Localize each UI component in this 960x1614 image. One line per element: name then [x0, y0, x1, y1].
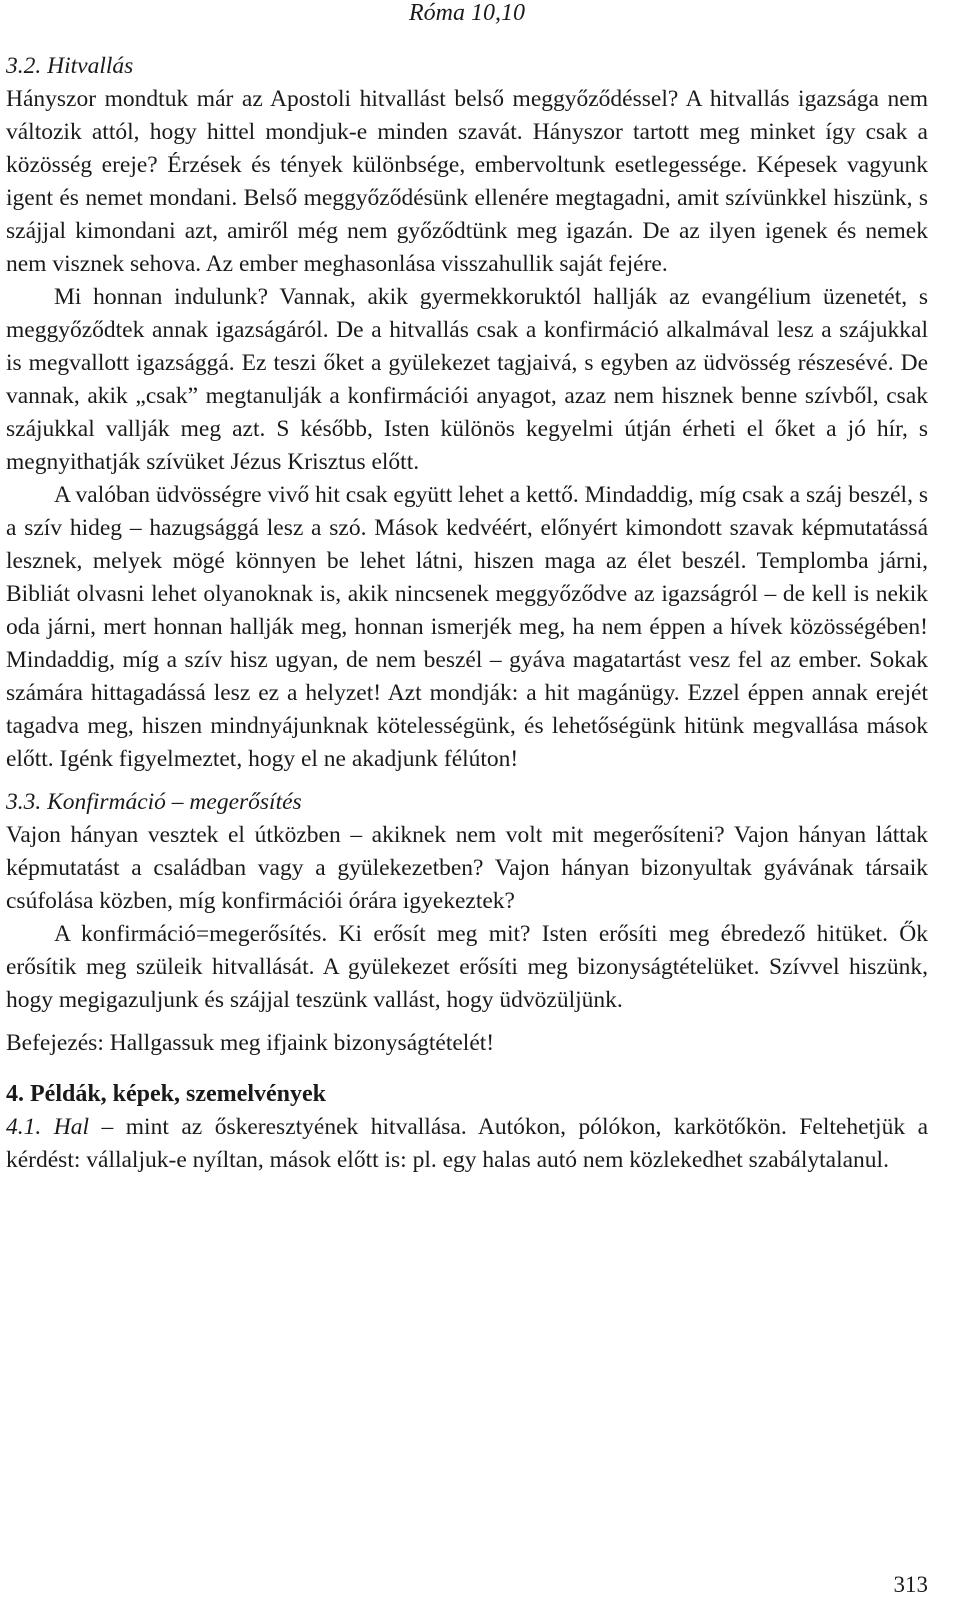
section-3-2-paragraph-3: A valóban üdvösségre vivő hit csak együtt lehet a kettő. Mindaddig, míg csak a száj beszél, s a szív hideg – hazugsággá lesz a szó. Mások kedvéért, előnyért kimondott szavak képmutatássá lesznek, melyek mögé könnyen be lehet látni, hiszen maga az élet beszél. Templomba járni, Bibliát olvasni lehet olyanoknak is, akik nincsenek meggyőződve az igazságról – de kell is nekik oda járni, mert honnan hallják meg, honnan ismerjék meg, ha nem éppen a hívek közösségében! Mindaddig, míg a szív hisz ugyan, de nem beszél – gyáva magatartást vesz fel az ember. Sokak számára hittagadássá lesz ez a helyzet! Azt mondják: a hit magánügy. Ezzel éppen annak erejét tagadva meg, hiszen mindnyájunknak kötelességünk, és lehetőségünk hitünk megvallása mások előtt. Igénk figyelmeztet, hogy el ne akadjunk félúton!: [6, 482, 928, 772]
section-3-2-paragraph-1: Hányszor mondtuk már az Apostoli hitvallást belső meggyőződéssel? A hitvallás igazsága nem változik attól, hogy hittel mondjuk-e minden szavát. Hányszor tartott meg minket így csak a közösség ereje? Érzések és tények különbsége, embervoltunk esetlegessége. Képesek vagyunk igent és nemet mondani. Belső meggyőződésünk ellenére megtagadni, amit szívünkkel hiszünk, s szájjal kimondani azt, amiről még nem győződtünk meg igazán. De az ilyen igenek és nemek nem visznek sehova. Az ember meghasonlása visszahullik saját fejére.: [6, 86, 928, 277]
section-3-3-title: Konfirmáció – megerősítés: [47, 789, 302, 815]
page-number: 313: [893, 1572, 928, 1597]
running-header: Róma 10,10: [409, 0, 525, 26]
section-3-3-number: 3.3.: [6, 789, 42, 815]
document-page: [6, 0, 928, 1177]
section-3-3-paragraph-2: A konfirmáció=megerősítés. Ki erősít meg mit? Isten erősíti meg ébredező hitüket. Ők erősítik meg szüleik hitvallását. A gyülekezet erősíti meg bizonyságtételüket. Szívvel hiszünk, hogy megigazuljunk és szájjal teszünk vallást, hogy üdvözüljünk.: [6, 921, 928, 1013]
section-3-3-heading: [6, 786, 928, 819]
section-4-1-paragraph: [6, 1111, 928, 1177]
conclusion: Befejezés: Hallgassuk meg ifjaink bizonyságtételét!: [6, 1030, 495, 1056]
item-4-1-text: – mint az őskeresztyének hitvallása. Autókon, pólókon, karkötőkön. Feltehetjük a kérdést: vállaljuk-e nyíltan, mások előtt is: pl. egy halas autó nem közlekedhet szabálytalanul.: [6, 1114, 929, 1173]
section-3-3-paragraph-1: Vajon hányan vesztek el útközben – akiknek nem volt mit megerősíteni? Vajon hányan láttak képmutatást a családban vagy a gyülekezetben? Vajon hányan bizonyultak gyávának társaik csúfolása közben, míg konfirmációi órára igyekeztek?: [6, 822, 928, 914]
item-4-1-title: Hal: [53, 1114, 90, 1140]
section-3-2-paragraph-2: Mi honnan indulunk? Vannak, akik gyermekkoruktól hallják az evangélium üzenetét, s meggyőződtek annak igazságáról. De a hitvallás csak a konfirmáció alkalmával lesz a szájukkal is megvallott igazsággá. Ez teszi őket a gyülekezet tagjaivá, s egyben az üdvösség részesévé. De vannak, akik „csak” megtanulják a konfirmációi anyagot, azaz nem hisznek benne szívből, csak szájukkal vallják meg azt. S később, Isten különös kegyelmi útján érheti el őket a jó hír, s megnyithatják szívüket Jézus Krisztus előtt.: [6, 284, 928, 475]
item-4-1-number: 4.1.: [6, 1114, 42, 1140]
section-4-heading: 4. Példák, képek, szemelvények: [6, 1081, 326, 1107]
section-3-2-heading: [6, 50, 928, 83]
section-3-2-number: 3.2.: [6, 53, 42, 79]
section-3-2-title: Hitvallás: [47, 53, 134, 79]
